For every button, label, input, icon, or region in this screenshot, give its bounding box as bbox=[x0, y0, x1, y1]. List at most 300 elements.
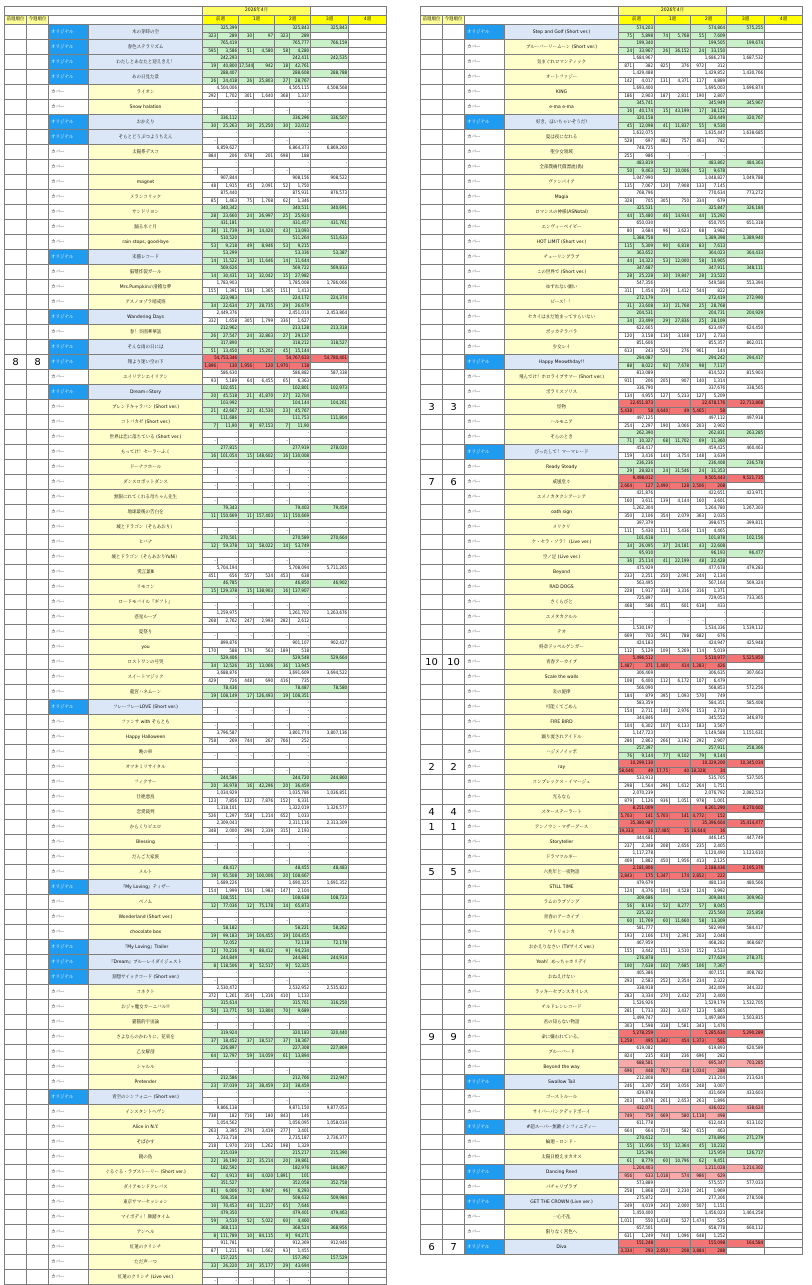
total-views-week-2: 2,735,187 bbox=[275, 1135, 311, 1143]
weekly-gain: 62 bbox=[203, 1172, 218, 1180]
song-type-tag: カバー bbox=[49, 1105, 89, 1120]
weekly-gain: 26 bbox=[655, 47, 670, 55]
detail-week-4 bbox=[765, 122, 803, 130]
detail-week-4 bbox=[349, 47, 387, 55]
prev-rank bbox=[5, 265, 27, 280]
weekly-gain: 57 bbox=[691, 902, 706, 910]
weekly-rank: 5,022 bbox=[254, 1217, 275, 1225]
weekly-rank: 879 bbox=[634, 692, 655, 700]
detail-week-4 bbox=[349, 542, 387, 550]
this-rank bbox=[27, 250, 49, 265]
song-type-tag: オリジナル bbox=[49, 310, 89, 325]
total-views-week-4 bbox=[765, 625, 803, 633]
total-views-week-3: 325,843 bbox=[311, 25, 349, 33]
detail-week-4 bbox=[349, 797, 387, 805]
weekly-rank: 188 bbox=[290, 152, 311, 160]
weekly-rank: 4,019 bbox=[634, 1202, 655, 1210]
total-views-prev: 483,819 bbox=[619, 160, 655, 168]
total-views-week-1 bbox=[239, 205, 275, 213]
weekly-gain: 15 bbox=[655, 107, 670, 115]
detail-week-3 bbox=[311, 782, 349, 790]
song-title: おジャ魔女カーニバル!! bbox=[89, 1000, 203, 1015]
weekly-gain: - bbox=[275, 167, 290, 175]
song-type-tag: カバー bbox=[465, 190, 505, 205]
total-views-week-1 bbox=[655, 1225, 691, 1233]
detail-week-3 bbox=[727, 782, 765, 790]
song-title: ゴーストルール bbox=[505, 1090, 619, 1105]
total-views-prev: - bbox=[203, 745, 239, 753]
table-row bbox=[5, 730, 387, 738]
weekly-gain: - bbox=[239, 467, 254, 475]
total-views-week-3: 271,279 bbox=[727, 1135, 765, 1143]
weekly-rank: 11,90 bbox=[290, 422, 311, 430]
weekly-rank: - bbox=[254, 1022, 275, 1030]
detail-week-3 bbox=[311, 1022, 349, 1030]
weekly-gain: 248 bbox=[691, 1082, 706, 1090]
total-views-week-2: 345,949 bbox=[691, 100, 727, 108]
weekly-rank: 108,667 bbox=[290, 872, 311, 880]
detail-week-4 bbox=[349, 392, 387, 400]
total-views-prev: 226,897 bbox=[203, 1045, 239, 1053]
weekly-gain: 270 bbox=[655, 992, 670, 1000]
detail-week-3 bbox=[311, 842, 349, 850]
total-views-prev: 257,397 bbox=[619, 745, 655, 753]
table-row bbox=[421, 1045, 803, 1053]
weekly-rank: - bbox=[254, 632, 275, 640]
prev-rank bbox=[5, 1060, 27, 1075]
total-views-week-2: 569,722 bbox=[275, 265, 311, 273]
detail-week-3 bbox=[727, 962, 765, 970]
detail-week-4 bbox=[349, 197, 387, 205]
total-views-week-2: - bbox=[275, 700, 311, 708]
weekly-gain: 277 bbox=[275, 1127, 290, 1135]
song-type-tag: カバー bbox=[49, 370, 89, 385]
detail-week-3 bbox=[311, 812, 349, 820]
weekly-rank: 288 bbox=[706, 1247, 727, 1255]
weekly-gain: 255 bbox=[619, 152, 634, 160]
total-views-week-3: - bbox=[311, 1270, 349, 1278]
total-views-week-3: 9,877,053 bbox=[311, 1105, 349, 1113]
total-views-week-3: 6,869,260 bbox=[311, 145, 349, 153]
weekly-rank: 26,095 bbox=[634, 542, 655, 550]
weekly-rank: - bbox=[218, 977, 239, 985]
total-views-week-1 bbox=[239, 1000, 275, 1008]
table-row bbox=[421, 265, 803, 273]
weekly-gain: 292 bbox=[203, 92, 218, 100]
table-row bbox=[421, 580, 803, 588]
weekly-rank: 690 bbox=[254, 677, 275, 685]
weekly-gain: 871 bbox=[619, 62, 634, 70]
weekly-gain: 60 bbox=[275, 1217, 290, 1225]
this-rank bbox=[27, 640, 49, 655]
total-views-week-4 bbox=[349, 670, 387, 678]
song-type-tag: カバー bbox=[49, 1150, 89, 1165]
this-rank bbox=[443, 955, 465, 970]
total-views-week-4 bbox=[349, 1105, 387, 1113]
total-views-week-1 bbox=[239, 700, 275, 708]
weekly-rank: 36,459 bbox=[290, 782, 311, 790]
total-views-week-1 bbox=[239, 400, 275, 408]
song-title: 聖少女領域 bbox=[505, 145, 619, 160]
weekly-gain: 468 bbox=[619, 602, 634, 610]
song-title: オツキミリサイタル bbox=[89, 760, 203, 775]
total-views-week-4 bbox=[349, 1015, 387, 1023]
weekly-rank: 2,035 bbox=[706, 512, 727, 520]
detail-week-4 bbox=[765, 182, 803, 190]
total-views-week-4 bbox=[765, 1015, 803, 1023]
detail-week-3 bbox=[727, 917, 765, 925]
weekly-gain: 453 bbox=[275, 572, 290, 580]
total-views-week-2: 908,156 bbox=[275, 175, 311, 183]
total-views-week-4 bbox=[349, 610, 387, 618]
weekly-rank: 1,768 bbox=[254, 197, 275, 205]
detail-week-4 bbox=[765, 632, 803, 640]
detail-week-4 bbox=[765, 242, 803, 250]
total-views-week-2: 337,676 bbox=[691, 385, 727, 393]
detail-week-4 bbox=[765, 1052, 803, 1060]
total-views-week-2: 347,911 bbox=[691, 265, 727, 273]
detail-week-4 bbox=[765, 857, 803, 865]
weekly-gain: 26 bbox=[203, 77, 218, 85]
detail-week-3 bbox=[727, 1022, 765, 1030]
total-views-week-3: 613,102 bbox=[727, 1120, 765, 1128]
prev-rank bbox=[5, 895, 27, 910]
weekly-gain: 22 bbox=[239, 407, 254, 415]
weekly-gain: 184 bbox=[619, 692, 634, 700]
detail-week-4 bbox=[349, 617, 387, 625]
weekly-gain: 76 bbox=[619, 752, 634, 760]
weekly-rank: - bbox=[218, 602, 239, 610]
weekly-gain: 15 bbox=[239, 452, 254, 460]
weekly-rank: 28,768 bbox=[706, 302, 727, 310]
detail-week-4 bbox=[765, 707, 803, 715]
total-views-week-2: 584,351 bbox=[691, 700, 727, 708]
song-type-tag: カバー bbox=[49, 460, 89, 475]
header-week-prev: 前週 bbox=[619, 16, 655, 25]
song-title: 青空のシンフォニー (Short ver.) bbox=[89, 1090, 203, 1105]
song-title: ベノム bbox=[89, 895, 203, 910]
table-row bbox=[5, 70, 387, 78]
total-views-week-1 bbox=[239, 145, 275, 153]
table-row bbox=[5, 880, 387, 888]
total-views-prev: 3,688,876 bbox=[203, 670, 239, 678]
weekly-rank: 5,768 bbox=[670, 32, 691, 40]
total-views-week-4 bbox=[765, 910, 803, 918]
prev-rank bbox=[5, 550, 27, 565]
weekly-gain: - bbox=[691, 152, 706, 160]
weekly-rank: 2,125 bbox=[706, 857, 727, 865]
total-views-week-2: 1,695,003 bbox=[691, 85, 727, 93]
weekly-rank: 376 bbox=[670, 62, 691, 70]
this-rank bbox=[27, 505, 49, 520]
song-title: Beyond bbox=[505, 565, 619, 580]
total-views-prev: 325,399 bbox=[203, 25, 239, 33]
total-views-week-2: 225,560 bbox=[691, 910, 727, 918]
weekly-gain: 25 bbox=[275, 212, 290, 220]
total-views-week-1 bbox=[239, 895, 275, 903]
header-title-col bbox=[465, 16, 619, 25]
table-row bbox=[421, 985, 803, 993]
song-title: エンヴィーベイビー bbox=[505, 220, 619, 235]
prev-rank bbox=[421, 280, 443, 295]
detail-week-3 bbox=[311, 452, 349, 460]
weekly-rank: 2,193 bbox=[290, 827, 311, 835]
total-views-week-2: 529,548 bbox=[275, 655, 311, 663]
total-views-week-2: - bbox=[275, 715, 311, 723]
total-views-week-1 bbox=[239, 1165, 275, 1173]
total-views-week-4 bbox=[765, 550, 803, 558]
total-views-week-1 bbox=[655, 1000, 691, 1008]
this-rank: 1 bbox=[443, 820, 465, 835]
weekly-rank: 426 bbox=[706, 662, 727, 670]
weekly-rank: 4,144 bbox=[670, 497, 691, 505]
weekly-gain: - bbox=[203, 917, 218, 925]
total-views-week-2: 549,586 bbox=[691, 280, 727, 288]
this-rank bbox=[443, 1090, 465, 1105]
this-rank bbox=[27, 1255, 49, 1270]
weekly-gain: 104 bbox=[655, 887, 670, 895]
weekly-gain: - bbox=[203, 722, 218, 730]
song-type-tag: カバー bbox=[49, 1165, 89, 1180]
detail-week-3 bbox=[311, 767, 349, 775]
prev-rank bbox=[421, 1120, 443, 1135]
total-views-week-2: 1,149,588 bbox=[691, 730, 727, 738]
song-type-tag: カバー bbox=[49, 325, 89, 340]
weekly-gain: 87 bbox=[203, 1247, 218, 1255]
weekly-rank: 34 bbox=[706, 767, 727, 775]
weekly-gain: 37 bbox=[203, 1037, 218, 1045]
total-views-week-1 bbox=[239, 85, 275, 93]
this-rank bbox=[27, 400, 49, 415]
song-title: パチャリプラブ bbox=[505, 1180, 619, 1195]
song-type-tag: カバー bbox=[465, 625, 505, 640]
total-views-prev: 899,876 bbox=[203, 640, 239, 648]
song-type-tag: カバー bbox=[49, 85, 89, 100]
weekly-gain: 35 bbox=[239, 662, 254, 670]
weekly-rank: 726 bbox=[218, 677, 239, 685]
weekly-rank: 13,771 bbox=[218, 1007, 239, 1015]
prev-rank bbox=[5, 835, 27, 850]
weekly-gain: 528 bbox=[619, 137, 634, 145]
table-row bbox=[421, 70, 803, 78]
weekly-rank: 182 bbox=[218, 1112, 239, 1120]
weekly-gain: 102 bbox=[655, 962, 670, 970]
weekly-rank: 7,613 bbox=[706, 242, 727, 250]
total-views-week-2: - bbox=[275, 970, 311, 978]
total-views-week-2: 242,411 bbox=[275, 55, 311, 63]
weekly-gain: 88 bbox=[619, 362, 634, 370]
this-rank bbox=[27, 1075, 49, 1090]
song-type-tag: カバー bbox=[49, 685, 89, 700]
total-views-prev: 1,262,304 bbox=[619, 505, 655, 513]
weekly-gain: 193 bbox=[619, 932, 634, 940]
weekly-gain: 79 bbox=[691, 752, 706, 760]
total-views-week-2: - bbox=[275, 760, 311, 768]
song-type-tag: カバー bbox=[465, 1225, 505, 1240]
header-prev-rank: 前週順位 bbox=[421, 16, 443, 25]
prev-rank bbox=[421, 445, 443, 460]
total-views-week-3: 320,767 bbox=[727, 115, 765, 123]
total-views-week-3: 2,453,864 bbox=[311, 310, 349, 318]
detail-week-4 bbox=[349, 1157, 387, 1165]
total-views-week-3: 511,633 bbox=[311, 235, 349, 243]
weekly-rank: 15,144 bbox=[290, 347, 311, 355]
weekly-rank: - bbox=[218, 527, 239, 535]
table-row bbox=[5, 835, 387, 843]
weekly-rank: 1,262 bbox=[254, 1142, 275, 1150]
weekly-rank: 371 bbox=[634, 662, 655, 670]
detail-week-4 bbox=[349, 212, 387, 220]
weekly-rank: 2,000 bbox=[670, 1202, 691, 1210]
weekly-gain: 90 bbox=[655, 242, 670, 250]
table-row bbox=[5, 355, 387, 363]
prev-rank bbox=[5, 490, 27, 505]
weekly-gain: 154 bbox=[203, 887, 218, 895]
table-row bbox=[5, 610, 387, 618]
detail-week-4 bbox=[349, 302, 387, 310]
weekly-rank: 18,452 bbox=[218, 1037, 239, 1045]
weekly-rank: 37,039 bbox=[218, 1082, 239, 1090]
prev-rank bbox=[5, 880, 27, 895]
total-views-week-3: 1,691,352 bbox=[311, 880, 349, 888]
total-views-week-3: 270,664 bbox=[311, 535, 349, 543]
this-rank bbox=[27, 925, 49, 940]
total-views-week-4 bbox=[765, 940, 803, 948]
this-rank bbox=[27, 910, 49, 925]
weekly-gain: 18 bbox=[275, 62, 290, 70]
weekly-gain: 413 bbox=[691, 857, 706, 865]
total-views-week-4 bbox=[349, 250, 387, 258]
detail-week-4 bbox=[349, 482, 387, 490]
detail-week-4 bbox=[765, 227, 803, 235]
table-row bbox=[5, 775, 387, 783]
weekly-gain: 65 bbox=[275, 377, 290, 385]
weekly-rank: 235 bbox=[634, 1052, 655, 1060]
table-row bbox=[421, 430, 803, 438]
this-rank bbox=[27, 580, 49, 595]
total-views-week-3: 399,811 bbox=[727, 520, 765, 528]
table-row bbox=[5, 220, 387, 228]
table-row bbox=[421, 85, 803, 93]
song-type-tag: カバー bbox=[465, 895, 505, 910]
weekly-rank: - bbox=[290, 857, 311, 865]
weekly-gain: 27 bbox=[275, 392, 290, 400]
song-title: インスタントヘヴン bbox=[89, 1105, 203, 1120]
this-rank bbox=[443, 220, 465, 235]
total-views-week-2: 364,023 bbox=[691, 250, 727, 258]
detail-week-4 bbox=[765, 797, 803, 805]
song-title: 終章ドッペルゲンガー bbox=[505, 640, 619, 655]
total-views-week-2: 477,678 bbox=[691, 565, 727, 573]
total-views-week-1 bbox=[239, 70, 275, 78]
this-rank bbox=[27, 430, 49, 445]
total-views-prev: 431,181 bbox=[203, 220, 239, 228]
weekly-gain: 51 bbox=[203, 347, 218, 355]
total-views-week-3: 272,990 bbox=[727, 295, 765, 303]
total-views-prev: 529,406 bbox=[203, 655, 239, 663]
total-views-week-4 bbox=[765, 925, 803, 933]
table-row bbox=[421, 760, 803, 768]
weekly-rank: 12,797 bbox=[218, 1052, 239, 1060]
total-views-week-3: - bbox=[311, 910, 349, 918]
this-rank bbox=[443, 1120, 465, 1135]
table-row bbox=[5, 700, 387, 708]
total-views-week-3: 1,430,766 bbox=[727, 70, 765, 78]
weekly-rank: 1,702 bbox=[218, 92, 239, 100]
this-rank bbox=[27, 535, 49, 550]
song-type-tag: カバー bbox=[49, 190, 89, 205]
this-rank: 5 bbox=[443, 865, 465, 880]
this-rank bbox=[27, 325, 49, 340]
total-views-prev: 351,527 bbox=[203, 1180, 239, 1188]
weekly-rank: - bbox=[290, 527, 311, 535]
detail-week-4 bbox=[765, 617, 803, 625]
total-views-week-2: 262,831 bbox=[691, 430, 727, 438]
weekly-rank: 39,861 bbox=[290, 1157, 311, 1165]
total-views-week-4 bbox=[349, 790, 387, 798]
weekly-rank: 527 bbox=[670, 1217, 691, 1225]
total-views-week-2: 108,638 bbox=[275, 895, 311, 903]
prev-rank bbox=[421, 1105, 443, 1120]
weekly-gain: 55 bbox=[655, 1142, 670, 1150]
song-title: そんな雨の日には bbox=[89, 340, 203, 355]
detail-week-3 bbox=[311, 617, 349, 625]
total-views-week-2: 1,211,028 bbox=[691, 1165, 727, 1173]
weekly-rank: 5,269 bbox=[670, 647, 691, 655]
total-views-week-1 bbox=[655, 565, 691, 573]
total-views-week-1 bbox=[655, 325, 691, 333]
total-views-week-2: - bbox=[275, 910, 311, 918]
table-row bbox=[421, 910, 803, 918]
song-type-tag: カバー bbox=[465, 1135, 505, 1150]
total-views-week-1 bbox=[239, 1150, 275, 1158]
detail-week-3 bbox=[727, 512, 765, 520]
detail-week-4 bbox=[349, 227, 387, 235]
prev-rank bbox=[5, 805, 27, 820]
total-views-week-3: - bbox=[311, 490, 349, 498]
total-views-week-4 bbox=[349, 1135, 387, 1143]
weekly-gain: - bbox=[691, 617, 706, 625]
detail-week-3 bbox=[727, 632, 765, 640]
total-views-week-3: 309,963 bbox=[727, 895, 765, 903]
total-views-prev: 336,112 bbox=[203, 115, 239, 123]
song-type-tag: カバー bbox=[465, 655, 505, 670]
table-row bbox=[5, 1060, 387, 1068]
detail-week-3 bbox=[311, 827, 349, 835]
weekly-gain: 254 bbox=[619, 422, 634, 430]
song-type-tag: カバー bbox=[49, 670, 89, 685]
weekly-gain: 114 bbox=[691, 647, 706, 655]
prev-rank bbox=[421, 1195, 443, 1210]
song-type-tag: カバー bbox=[465, 775, 505, 790]
weekly-rank: 22,199 bbox=[670, 557, 691, 565]
this-rank bbox=[443, 355, 465, 370]
detail-week-4 bbox=[349, 1067, 387, 1075]
song-type-tag: カバー bbox=[465, 340, 505, 355]
total-views-week-4 bbox=[765, 400, 803, 408]
weekly-gain: 53 bbox=[203, 242, 218, 250]
weekly-rank: 2,656 bbox=[670, 842, 691, 850]
total-views-week-1 bbox=[239, 1120, 275, 1128]
total-views-prev: 458,417 bbox=[619, 445, 655, 453]
song-type-tag: カバー bbox=[49, 805, 89, 820]
detail-week-3 bbox=[727, 857, 765, 865]
table-row bbox=[5, 145, 387, 153]
detail-week-3 bbox=[311, 737, 349, 745]
song-title: 晩の車 bbox=[89, 745, 203, 760]
detail-week-3 bbox=[311, 692, 349, 700]
total-views-week-2: 272,419 bbox=[691, 295, 727, 303]
